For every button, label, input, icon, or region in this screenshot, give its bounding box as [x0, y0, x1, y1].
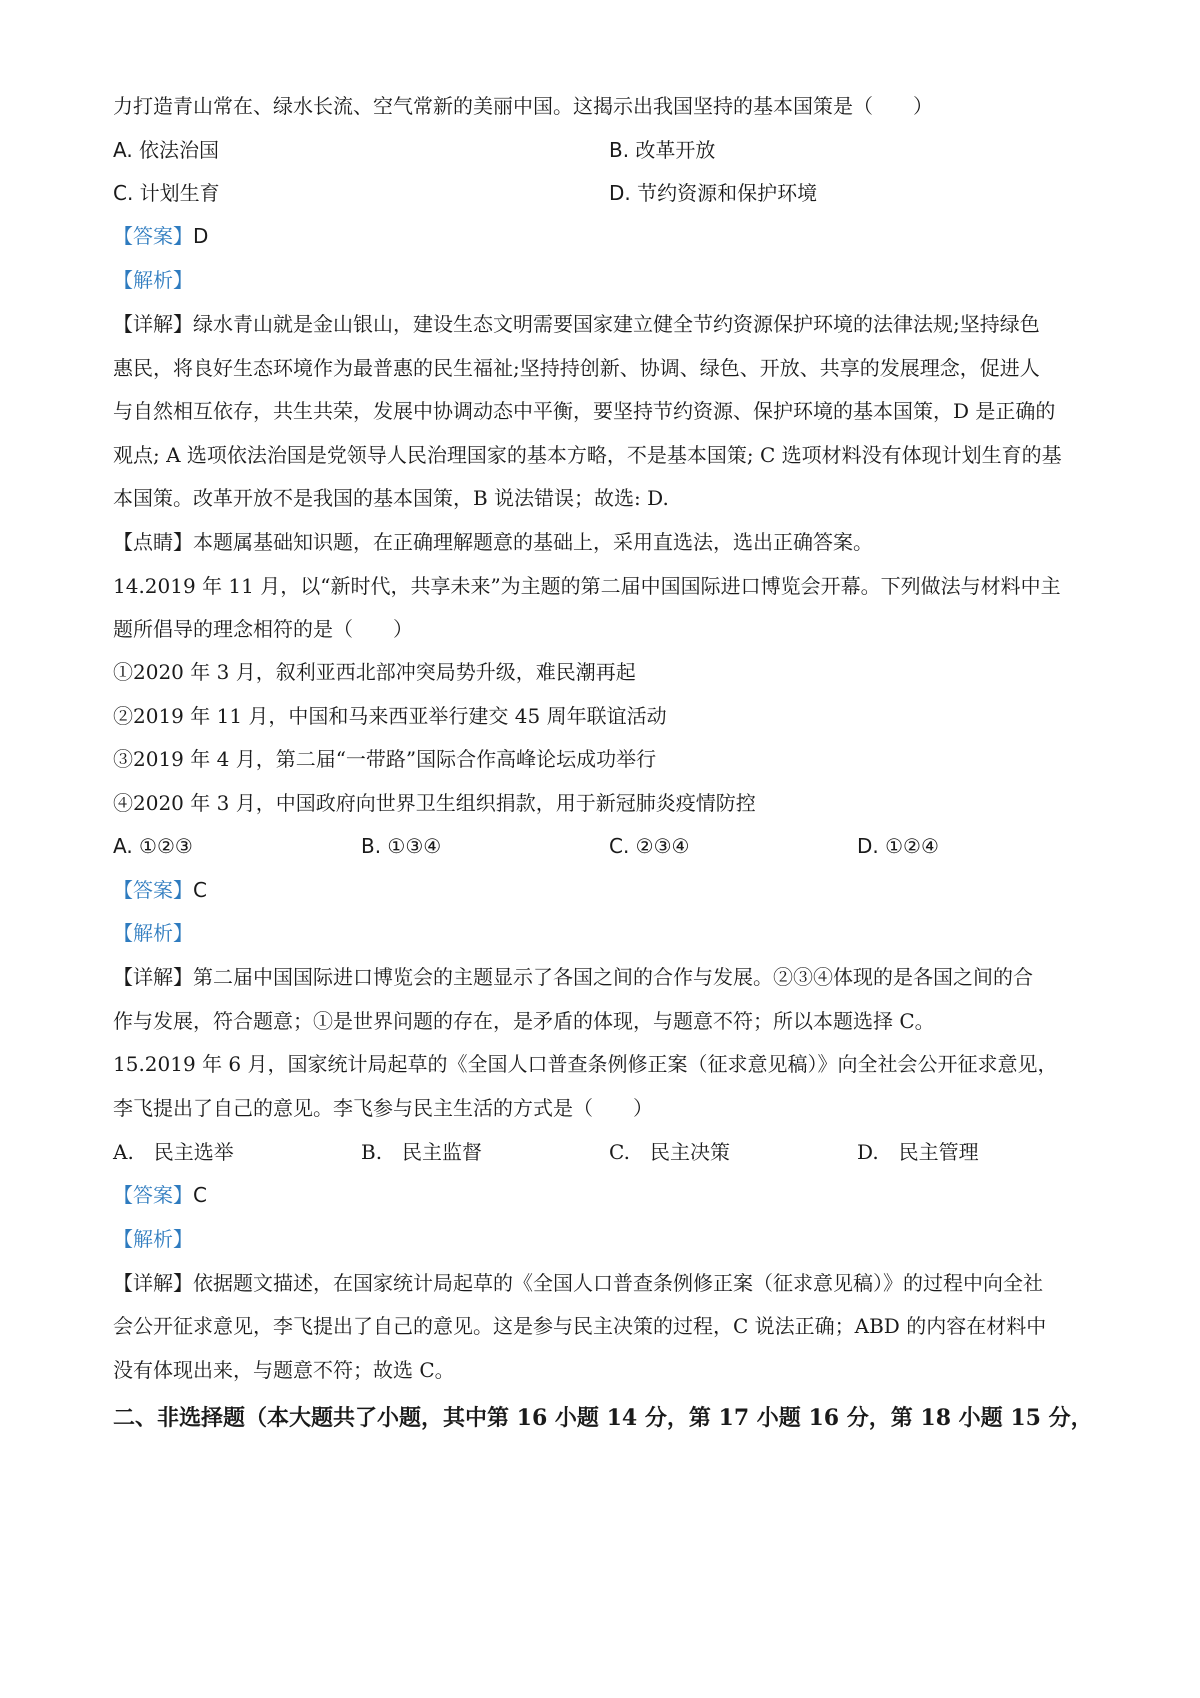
- q14-answer: C: [193, 878, 207, 902]
- q15-stem-line-2: 李飞提出了自己的意见。李飞参与民主生活的方式是（ ）: [113, 1096, 653, 1120]
- q13-detail-line-5: 本国策。改革开放不是我国的基本国策，B 说法错误；故选: D.: [113, 486, 669, 510]
- q14-item-3: ③2019 年 4 月，第二届“一带路”国际合作高峰论坛成功举行: [113, 747, 657, 771]
- q13-option-d: D. 节约资源和保护环境: [609, 181, 818, 205]
- q14-option-a: A. ①②③: [113, 834, 193, 858]
- q15-answer-line: [113, 1180, 1103, 1210]
- q15-option-c: C. 民主决策: [609, 1140, 730, 1164]
- detail-tag: 【详解】: [113, 312, 193, 336]
- q13-analysis-line: [113, 265, 1103, 295]
- point-tag: 【点睛】: [113, 530, 193, 554]
- q15-option-b: B. 民主监督: [361, 1140, 483, 1164]
- q14-option-d: D. ①②④: [857, 834, 939, 858]
- q13-detail-line-3: 与自然相互依存，共生共荣，发展中协调动态中平衡，要坚持节约资源、保护环境的基本国策，D 是正确的: [113, 399, 1056, 423]
- q14-item-1: ①2020 年 3 月，叙利亚西北部冲突局势升级，难民潮再起: [113, 660, 636, 684]
- point-text: 本题属基础知识题，在正确理解题意的基础上，采用直选法，选出正确答案。: [193, 530, 873, 554]
- q13-option-c: C. 计划生育: [113, 181, 220, 205]
- q13-detail-line-1: [113, 309, 1103, 339]
- q15-answer: C: [193, 1183, 207, 1207]
- q14-stem-line-2: 题所倡导的理念相符的是（ ）: [113, 617, 413, 641]
- detail-tag: 【详解】: [113, 965, 193, 989]
- q13-detail-line-4: 观点; A 选项依法治国是党领导人民治理国家的基本方略，不是基本国策; C 选项材料没有体现计划生育的基: [113, 443, 1062, 467]
- section-heading: 二、非选择题（本大题共了小题，其中第 16 小题 14 分，第 17 小题 16 分，第 18 小题 15 分，: [113, 1405, 1093, 1431]
- answer-tag: 【答案】: [113, 1183, 193, 1207]
- analysis-tag: 【解析】: [113, 268, 193, 292]
- q14-option-b: B. ①③④: [361, 834, 442, 858]
- q13-detail-line-2: 惠民，将良好生态环境作为最普惠的民生福祉;坚持持创新、协调、绿色、开放、共享的发展理念，促进人: [113, 356, 1040, 380]
- detail-text: 依据题文描述，在国家统计局起草的《全国人口普查条例修正案（征求意见稿）》的过程中向全社: [193, 1271, 1043, 1295]
- q13-answer: D: [193, 224, 209, 248]
- q13-point-line: [113, 527, 1103, 557]
- detail-tag: 【详解】: [113, 1271, 193, 1295]
- q14-stem-line-1: 14.2019 年 11 月，以“新时代，共享未来”为主题的第二届中国国际进口博览会开幕。下列做法与材料中主: [113, 574, 1061, 598]
- q15-detail-line-1: [113, 1268, 1103, 1298]
- q13-answer-line: [113, 221, 1103, 251]
- q15-analysis-line: [113, 1224, 1103, 1254]
- q14-detail-line-1: [113, 962, 1103, 992]
- detail-text: 第二届中国国际进口博览会的主题显示了各国之间的合作与发展。②③④体现的是各国之间的合: [193, 965, 1033, 989]
- analysis-tag: 【解析】: [113, 1227, 193, 1251]
- detail-text: 绿水青山就是金山银山，建设生态文明需要国家建立健全节约资源保护环境的法律法规;坚持绿色: [193, 312, 1040, 336]
- q13-option-b: B. 改革开放: [609, 138, 716, 162]
- q15-stem-line-1: 15.2019 年 6 月，国家统计局起草的《全国人口普查条例修正案（征求意见稿）》向全社会公开征求意见，: [113, 1052, 1058, 1076]
- q14-option-c: C. ②③④: [609, 834, 690, 858]
- q14-item-4: ④2020 年 3 月，中国政府向世界卫生组织捐款，用于新冠肺炎疫情防控: [113, 791, 756, 815]
- q15-option-a: A. 民主选举: [113, 1140, 234, 1164]
- q14-detail-line-2: 作与发展，符合题意；①是世界问题的存在，是矛盾的体现，与题意不符；所以本题选择 C。: [113, 1009, 935, 1033]
- analysis-tag: 【解析】: [113, 921, 193, 945]
- q13-option-a: A. 依法治国: [113, 138, 220, 162]
- q14-analysis-line: [113, 918, 1103, 948]
- q15-option-d: D. 民主管理: [857, 1140, 979, 1164]
- q13-stem: 力打造青山常在、绿水长流、空气常新的美丽中国。这揭示出我国坚持的基本国策是（ ）: [113, 94, 933, 118]
- q15-detail-line-2: 会公开征求意见，李飞提出了自己的意见。这是参与民主决策的过程，C 说法正确；ABD 的内容在材料中: [113, 1314, 1047, 1338]
- answer-tag: 【答案】: [113, 878, 193, 902]
- q14-item-2: ②2019 年 11 月，中国和马来西亚举行建交 45 周年联谊活动: [113, 704, 667, 728]
- answer-tag: 【答案】: [113, 224, 193, 248]
- q14-answer-line: [113, 875, 1103, 905]
- q15-detail-line-3: 没有体现出来，与题意不符；故选 C。: [113, 1358, 455, 1382]
